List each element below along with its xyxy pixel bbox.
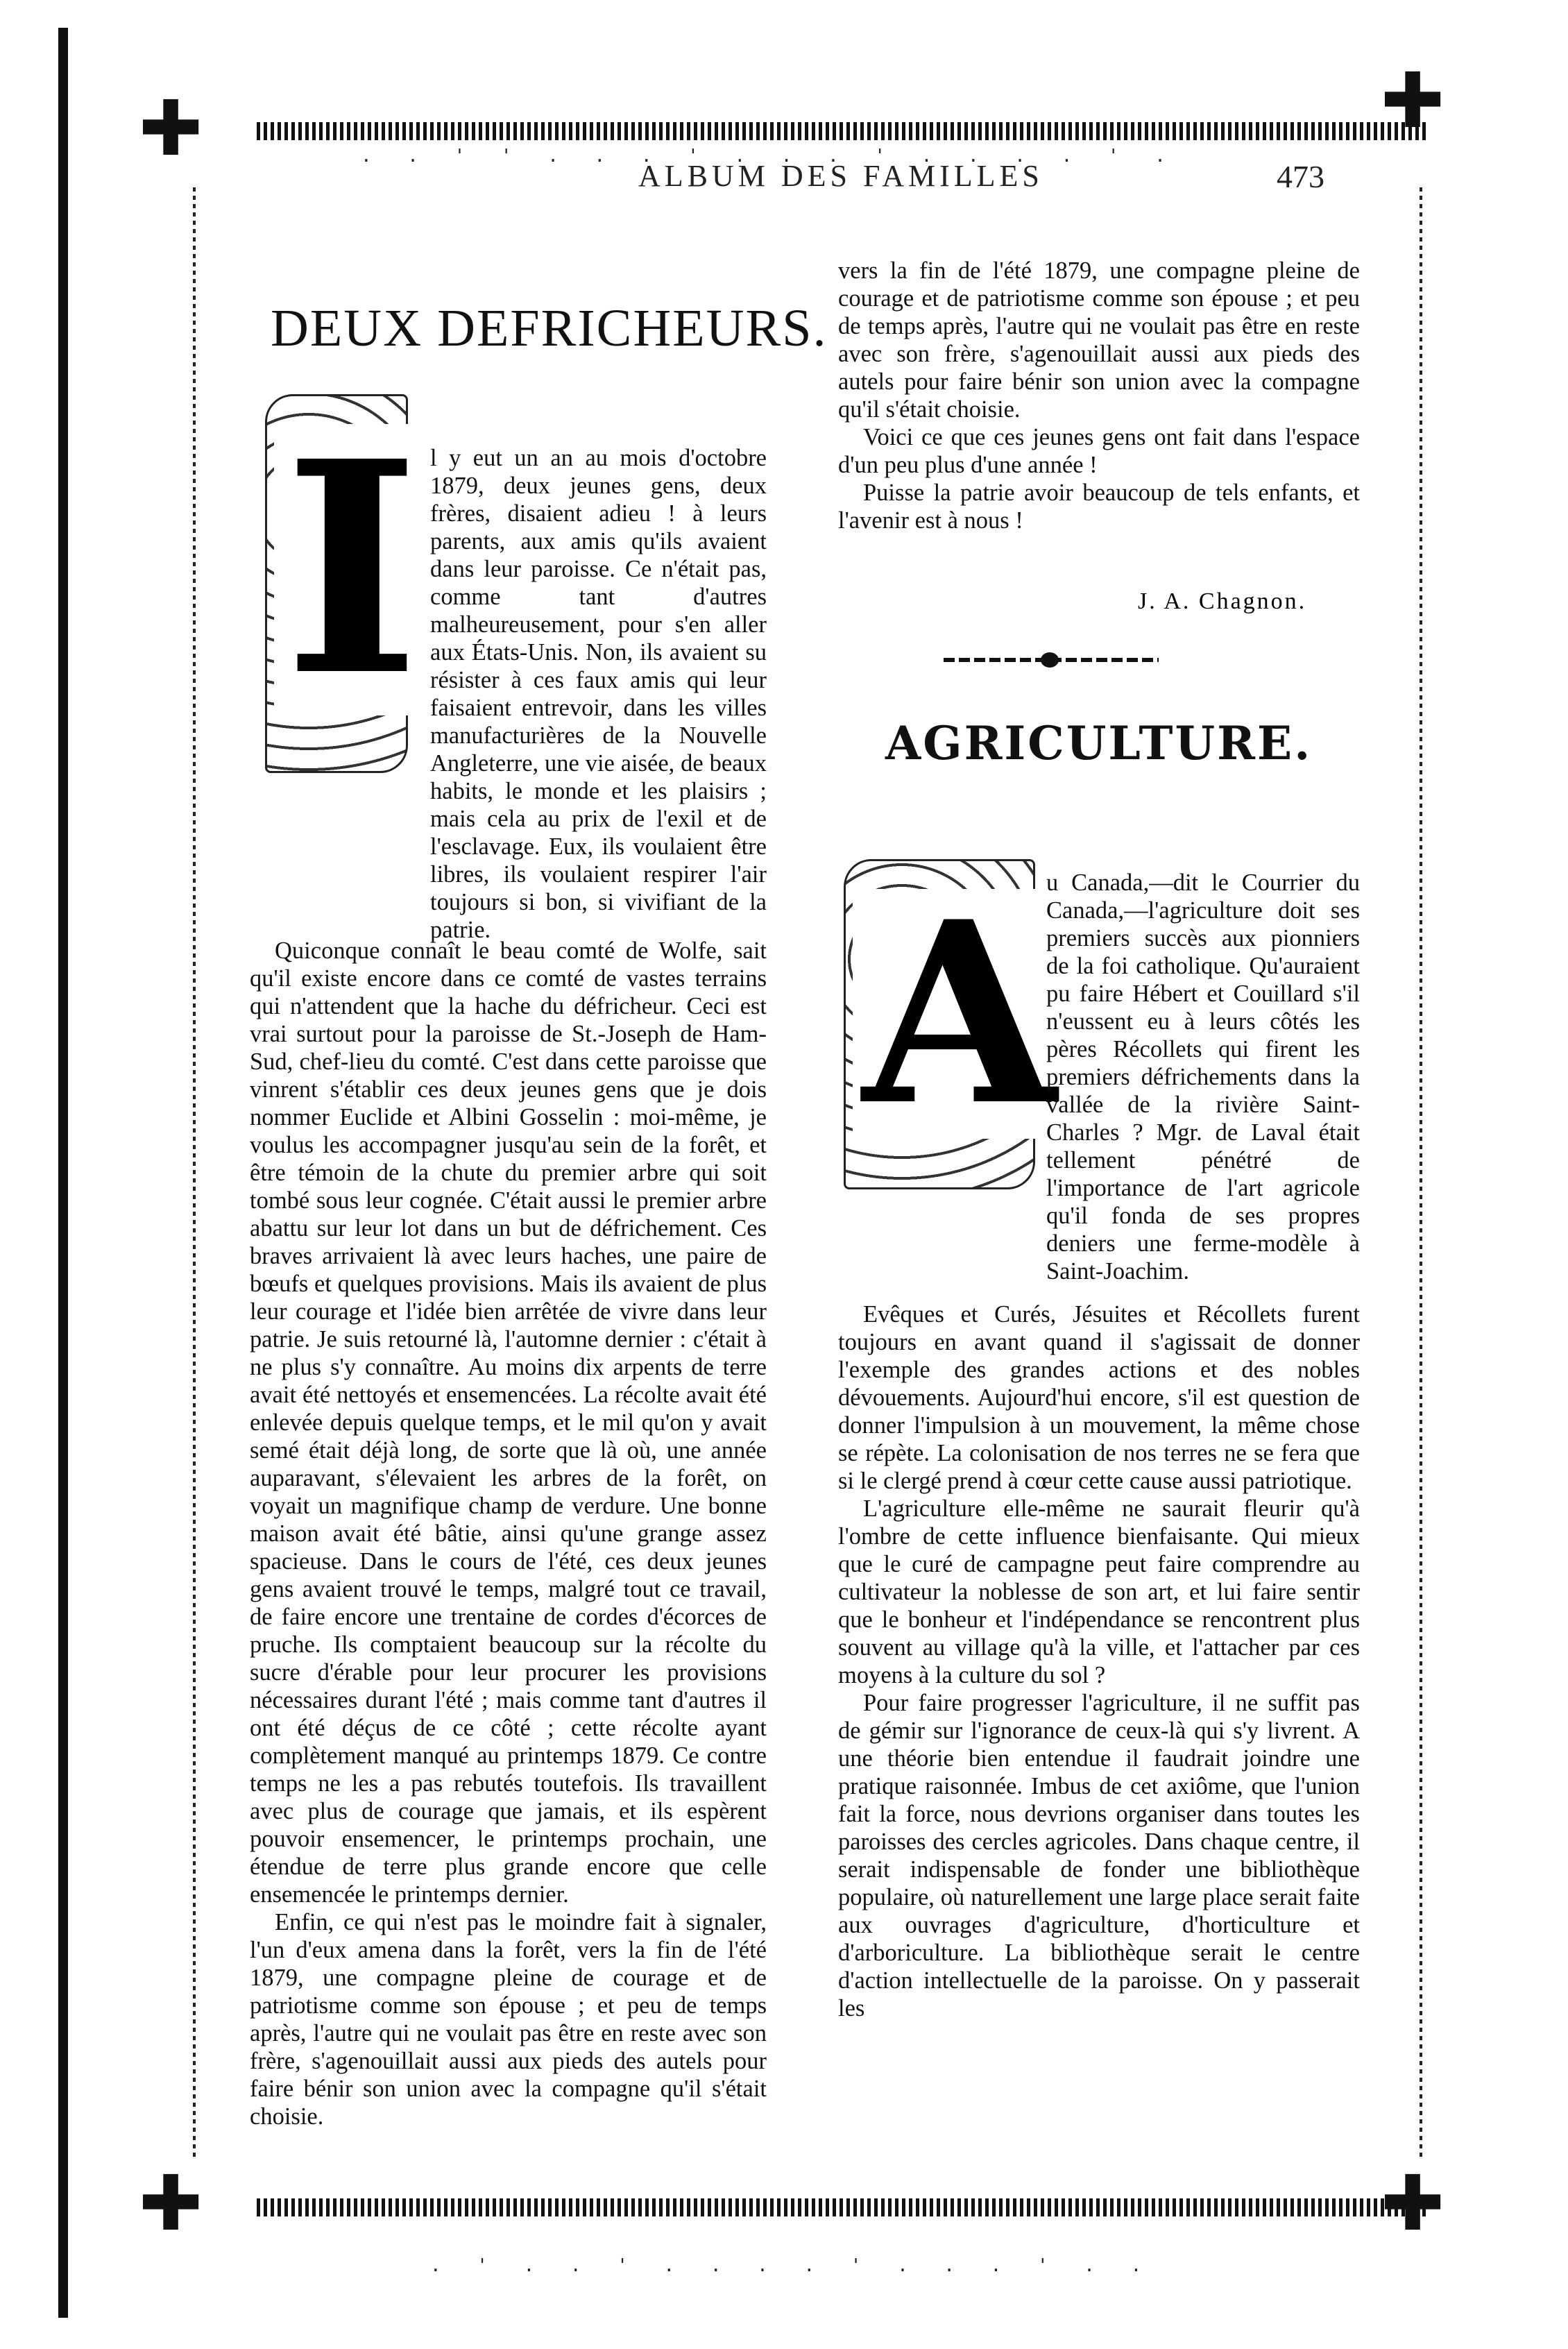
left-border-rule [193, 187, 196, 2158]
dropcap-letter: I [274, 424, 429, 715]
decorative-dots: . . ' ' . . . ' . . . ' . . . . ' . [361, 146, 1178, 167]
paragraph: Enfin, ce qui n'est pas le moindre fait à signaler, l'un d'eux amena dans la forêt, vers la fin de l'été 1879, une compagne pleine de courage et de patriotisme comme son épouse ; et peu de temps après, l'autre qui ne voulait pas être en reste avec son frère, s'agenouillait aussi aux pieds des autels pour faire bénir son union avec la compagne qu'il s'était choisie. [250, 1909, 767, 2130]
paragraph: Quiconque connaît le beau comté de Wolfe, sait qu'il existe encore dans ce comté de vastes terrains qui n'attendent que la hache du défricheur. Ceci est vrai surtout pour la paroisse de St.-Joseph de Ham-Sud, chef-lieu du comté. C'est dans cette paroisse que vinrent s'établir ces deux jeunes gens que je dois nommer Euclide et Albini Gosselin : moi-même, je voulus les accompagner jusqu'au sein de la forêt, et être témoin de la chute du premier arbre qui soit tombé sous leur cognée. C'était aussi le premier arbre abattu sur leur lot dans un but de défrichement. Ces braves arrivaient là avec leurs haches, une paire de bœufs et quelques provisions. Mais ils avaient de plus leur courage et l'idée bien arrêtée de vivre dans leur patrie. Je suis retourné là, l'automne dernier : c'était à ne plus s'y connaître. Au moins dix arpents de terre avait été nettoyés et ensemencées. La récolte avait été enlevée depuis quelque temps, et le mil qu'on y avait semé était déjà long, de sorte que là où, une année auparavant, s'élevaient les arbres de la forêt, on voyait un magnifique champ de verdure. Une bonne maison avait été bâtie, ainsi qu'une grange assez spacieuse. Dans le cours de l'été, ces deux jeunes gens avaient trouvé le temps, malgré tout ce travail, de faire encore une trentaine de cordes d'écorces de pruche. Ils comptaient beaucoup sur la récolte du sucre d'érable pour leur procurer les provisions nécessaires durant l'été ; mais comme tant d'autres il ont été déçus de ce côté ; cette récolte ayant complètement manqué au printemps 1879. Ce contre temps ne les a pas rebutés toutefois. Ils travaillent avec plus de courage que jamais, et ils espèrent pouvoir ensemencer, le printemps prochain, une étendue de terre plus grande encore que celle ensemencée le printemps dernier. [250, 938, 767, 1908]
corner-ornament-icon: ✚ [1381, 2159, 1445, 2248]
right-column-top [838, 257, 1360, 534]
paragraph-continuation: vers la fin de l'été 1879, une compagne pleine de courage et de patriotisme comme son épouse ; et peu de temps après, l'autre qui ne voulait pas être en reste avec son frère, s'agenouillait aussi aux pieds des autels pour faire bénir son union avec la compagne qu'il s'était choisie. [838, 257, 1360, 423]
paragraph: l y eut un an au mois d'octobre 1879, deux jeunes gens, deux frères, disaient adieu ! à leurs parents, aux amis qu'ils avaient dans leur paroisse. Ce n'était pas, comme tant d'autres malheureusement, pour s'en aller aux États-Unis. Non, ils avaient su résister à ces faux amis qui leur faisaient entrevoir, dans les villes manufacturières de la Nouvelle Angleterre, une vie aisée, de beaux habits, le monde et les plaisirs ; mais cela au prix de l'exil et de l'esclavage. Eux, ils voulaient être libres, ils voulaient respirer l'air toujours si bon, si vivifiant de la patrie. [430, 445, 767, 943]
article-title-agriculture: AGRICULTURE. [885, 716, 1313, 770]
corner-ornament-icon: ✚ [139, 2159, 203, 2248]
author-signature: J. A. Chagnon. [1138, 588, 1307, 614]
right-border-rule [1420, 187, 1422, 2158]
left-column [250, 444, 767, 944]
paragraph: Evêques et Curés, Jésuites et Récollets furent toujours en avant quand il s'agissait de donner l'exemple des grandes actions et des nobles dévouements. Aujourd'hui encore, s'il est question de donner l'impulsion à un mouvement, la même chose se répète. La colonisation de nos terres ne se fera que si le clergé prend à cœur cette cause aussi patriotique. [838, 1301, 1360, 1494]
paragraph: u Canada,—dit le Courrier du Canada,—l'agriculture doit ses premiers succès aux pionniers de la foi catholique. Qu'auraient pu faire Hébert et Couillard s'il n'eussent eu à leurs côtés les pères Récollets qui firent les premiers défrichements dans la vallée de la rivière Saint-Charles ? Mgr. de Laval était tellement pénétré de l'importance de l'art agricole qu'il fonda de ses propres deniers une ferme-modèle à Saint-Joachim. [1046, 870, 1360, 1284]
left-column-continued [250, 937, 767, 2130]
paragraph: Voici ce que ces jeunes gens ont fait dans l'espace d'un peu plus d'une année ! [838, 424, 1360, 478]
right-column-bottom [838, 869, 1360, 1285]
top-border-rule [257, 122, 1429, 140]
bottom-border-rule [257, 2198, 1429, 2216]
corner-ornament-icon: ✚ [139, 84, 203, 173]
section-separator [944, 658, 1159, 662]
paragraph: Puisse la patrie avoir beaucoup de tels enfants, et l'avenir est à nous ! [838, 480, 1360, 534]
paragraph: Pour faire progresser l'agriculture, il ne suffit pas de gémir sur l'ignorance de ceux-là qui s'y livrent. A une théorie bien entendue il faudrait joindre une pratique raisonnée. Imbus de cet axiôme, que l'union fait la force, nous devrions organiser dans toutes les paroisses des cercles agricoles. Dans chaque centre, il serait indispensable de fonder une bibliothèque populaire, où naturellement une large place serait faite aux ouvrages d'agriculture, d'horticulture et d'arboriculture. La bibliothèque serait le centre d'action intellectuelle de la paroisse. On y passerait les [838, 1690, 1360, 2021]
binding-edge [58, 28, 68, 2318]
article-title-deux-defricheurs: DEUX DEFRICHEURS. [271, 299, 828, 357]
dropcap-letter: A [853, 889, 1066, 1139]
paragraph: L'agriculture elle-même ne saurait fleurir qu'à l'ombre de cette influence bienfaisante. Qui mieux que le curé de campagne peut faire comprendre au cultivateur la noblesse de son art, et lui faire sentir que le bonheur et l'indépendance se rencontrent plus souvent au village qu'à la ville, et l'attacher par ces moyens à la culture du sol ? [838, 1495, 1360, 1688]
page-number: 473 [1277, 159, 1324, 194]
corner-ornament-icon: ✚ [1381, 56, 1445, 145]
right-column-bottom-continued [838, 1300, 1360, 2022]
decorative-dots: . ' . . ' . . . . ' . . . ' . . [430, 2255, 1154, 2276]
running-title: ALBUM DES FAMILLES [638, 159, 1043, 193]
